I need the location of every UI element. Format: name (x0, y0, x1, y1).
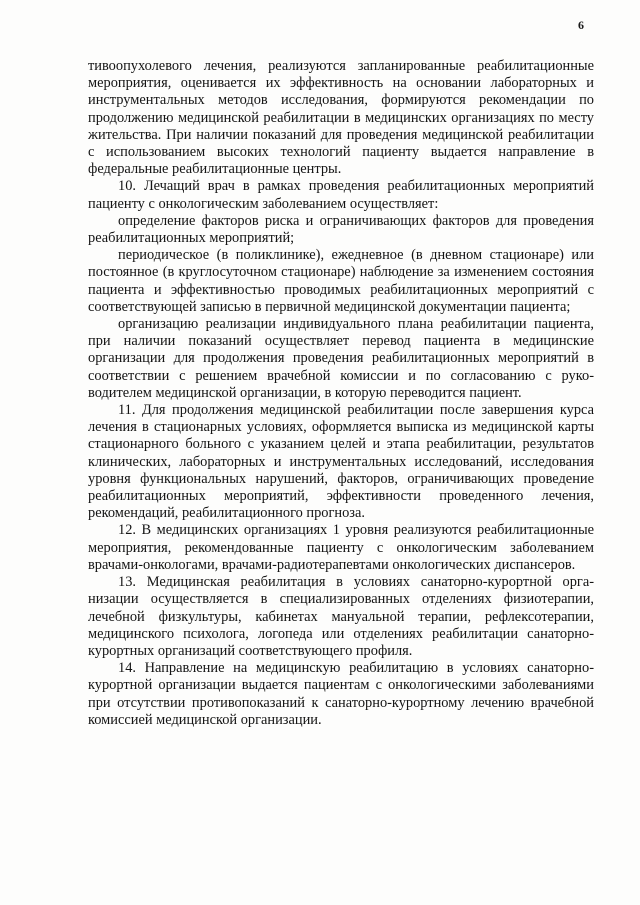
paragraph-item-14: 14. Направление на медицинскую реабилитацию в условиях санаторно-курортной организации выдается пациентам с онкологическими заболеваниями при отсутствии противопоказаний к санаторно-курортному лечению врачебной комиссией медицинской организации. (88, 660, 594, 728)
document-body (88, 58, 594, 729)
paragraph-individual-plan: организацию реализации индивидуального плана реабилитации пациента, при наличии показаний осуществляет перевод пациента в медицинские организации для продолжения проведения реабилитационных мероприятий в соответствии с решением врачебной комиссии и по согласованию с руководителем медицинской организации, в которую переводится пациент. (88, 316, 594, 401)
paragraph-observation: периодическое (в поликлинике), ежедневное (в дневном стационаре) или постоянное (в круглосуточном стационаре) наблюдение за изменением состояния пациента и эффективностью проводимых реабилитационных мероприятий с соответствующей записью в первичной медицинской документации пациента; (88, 247, 594, 315)
paragraph-item-13: 13. Медицинская реабилитация в условиях санаторно-курортной организации осуществляется в специализированных отделениях физиотерапии, лечебной физкультуры, кабинетах мануальной терапии, рефлексотерапии, медицинского психолога, логопеда или отделениях реабилитации санаторно-курортных организаций соответствующего профиля. (88, 574, 594, 659)
paragraph-item-11: 11. Для продолжения медицинской реабилитации после завершения курса лечения в стационарных условиях, оформляется выписка из медицинской карты стационарного больного с указанием целей и этапа реабилитации, результатов клинических, лабораторных и инструментальных исследований, исследования уровня функциональных нарушений, факторов, ограничивающих проведение реабилитационных мероприятий, эффективности проведенного лечения, рекомендаций, реабилитационного прогноза. (88, 402, 594, 522)
page-number: 6 (578, 18, 584, 32)
paragraph-item-12: 12. В медицинских организациях 1 уровня реализуются реабилитационные мероприятия, рекомендованные пациенту с онкологическим заболеванием врачами-онкологами, врачами-радиотерапевтами онкологических диспансеров. (88, 522, 594, 573)
paragraph-continuation: тивоопухолевого лечения, реализуются запланированные реабилитационные мероприятия, оценивается их эффективность на основании лабораторных и инструментальных методов исследования, формируются рекомендации по продолжению медицинской реабилитации в медицинских организациях по месту жительства. При наличии показаний для проведения медицинской реабилитации с использованием высоких технологий пациенту выдается направление в федеральные реабилитационные центры. (88, 58, 594, 178)
paragraph-item-10: 10. Лечащий врач в рамках проведения реабилитационных мероприятий пациенту с онкологическим заболеванием осуществляет: (88, 178, 594, 212)
paragraph-risk-factors: определение факторов риска и ограничивающих факторов для проведения реабилитационных мероприятий; (88, 212, 594, 247)
